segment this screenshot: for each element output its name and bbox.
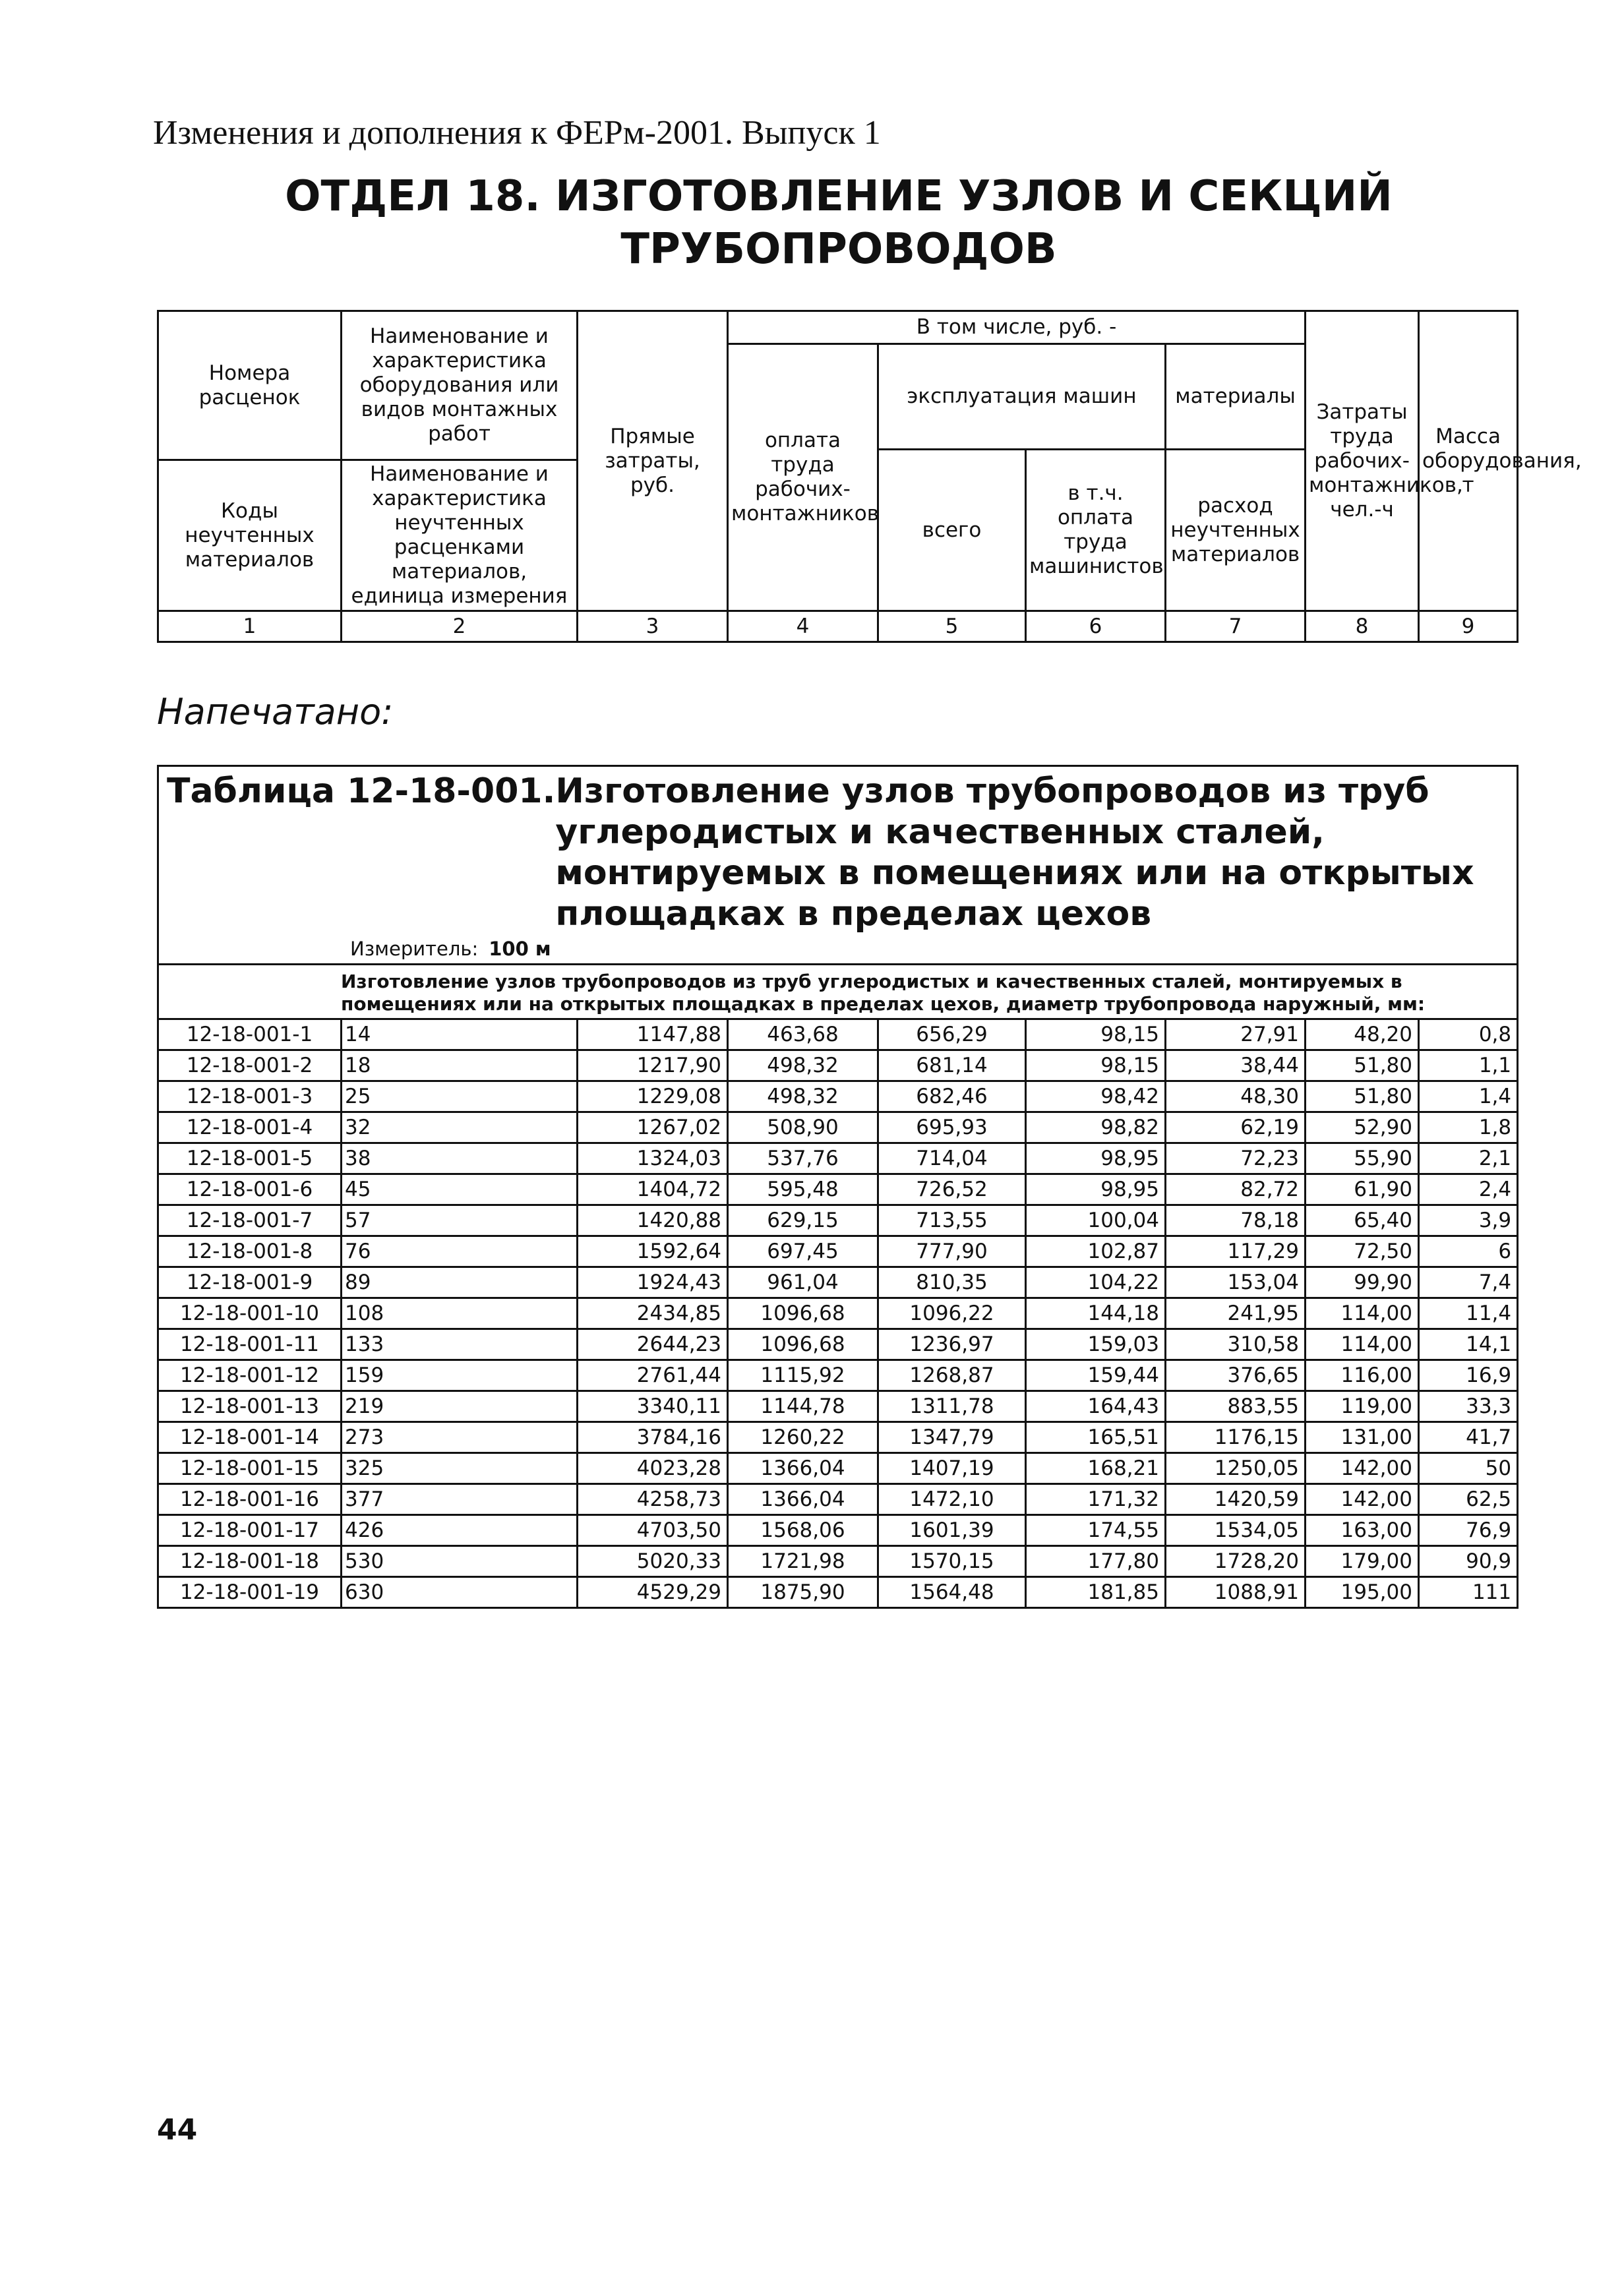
header-labor-pay: оплата труда рабочих-монтажников (728, 344, 878, 611)
labor-pay-cell: 1568,06 (728, 1515, 878, 1546)
labor-pay-cell: 1144,78 (728, 1391, 878, 1422)
labor-hours-cell: 195,00 (1306, 1577, 1419, 1608)
materials-cell: 310,58 (1166, 1329, 1306, 1360)
pipe-diameter-cell: 32 (342, 1112, 578, 1143)
labor-hours-cell: 61,90 (1306, 1174, 1419, 1205)
equipment-mass-cell: 90,9 (1419, 1546, 1518, 1577)
pipe-diameter-cell: 325 (342, 1453, 578, 1484)
equipment-mass-cell: 50 (1419, 1453, 1518, 1484)
direct-costs-cell: 1147,88 (578, 1019, 728, 1050)
machinist-pay-cell: 98,95 (1026, 1143, 1166, 1174)
machinist-pay-cell: 102,87 (1026, 1236, 1166, 1267)
materials-cell: 62,19 (1166, 1112, 1306, 1143)
labor-hours-cell: 48,20 (1306, 1019, 1419, 1050)
labor-hours-cell: 51,80 (1306, 1050, 1419, 1081)
labor-pay-cell: 629,15 (728, 1205, 878, 1236)
direct-costs-cell: 4529,29 (578, 1577, 728, 1608)
machines-total-cell: 1601,39 (878, 1515, 1026, 1546)
materials-cell: 38,44 (1166, 1050, 1306, 1081)
rate-code-cell: 12-18-001-18 (158, 1546, 342, 1577)
equipment-mass-cell: 76,9 (1419, 1515, 1518, 1546)
equipment-mass-cell: 2,4 (1419, 1174, 1518, 1205)
machinist-pay-cell: 98,15 (1026, 1050, 1166, 1081)
table-row (158, 1236, 1518, 1267)
materials-cell: 1728,20 (1166, 1546, 1306, 1577)
labor-pay-cell: 1096,68 (728, 1329, 878, 1360)
rate-code-cell: 12-18-001-11 (158, 1329, 342, 1360)
pipe-diameter-cell: 25 (342, 1081, 578, 1112)
pipe-diameter-cell: 159 (342, 1360, 578, 1391)
labor-hours-cell: 114,00 (1306, 1329, 1419, 1360)
table-row (158, 1267, 1518, 1298)
direct-costs-cell: 4258,73 (578, 1484, 728, 1515)
machines-total-cell: 1096,22 (878, 1298, 1026, 1329)
equipment-mass-cell: 6 (1419, 1236, 1518, 1267)
column-header-table (157, 310, 1582, 643)
table-row (158, 1329, 1518, 1360)
labor-pay-cell: 595,48 (728, 1174, 878, 1205)
direct-costs-cell: 2761,44 (578, 1360, 728, 1391)
materials-cell: 1420,59 (1166, 1484, 1306, 1515)
machines-total-cell: 656,29 (878, 1019, 1026, 1050)
labor-hours-cell: 55,90 (1306, 1143, 1419, 1174)
labor-pay-cell: 1260,22 (728, 1422, 878, 1453)
machines-total-cell: 810,35 (878, 1267, 1026, 1298)
labor-hours-cell: 51,80 (1306, 1081, 1419, 1112)
rates-table (157, 765, 1519, 1609)
header-direct-costs: Прямые затраты, руб. (578, 311, 728, 611)
direct-costs-cell: 1217,90 (578, 1050, 728, 1081)
direct-costs-cell: 4703,50 (578, 1515, 728, 1546)
labor-hours-cell: 163,00 (1306, 1515, 1419, 1546)
header-number: 5 (878, 611, 1026, 642)
rate-code-cell: 12-18-001-7 (158, 1205, 342, 1236)
labor-hours-cell: 116,00 (1306, 1360, 1419, 1391)
table-row (158, 1360, 1518, 1391)
materials-cell: 1088,91 (1166, 1577, 1306, 1608)
rate-code-cell: 12-18-001-9 (158, 1267, 342, 1298)
materials-cell: 153,04 (1166, 1267, 1306, 1298)
labor-pay-cell: 1115,92 (728, 1360, 878, 1391)
meter-label: Измеритель: (350, 938, 479, 960)
machinist-pay-cell: 168,21 (1026, 1453, 1166, 1484)
equipment-mass-cell: 41,7 (1419, 1422, 1518, 1453)
rate-code-cell: 12-18-001-15 (158, 1453, 342, 1484)
equipment-mass-cell: 0,8 (1419, 1019, 1518, 1050)
header-materials: материалы (1166, 344, 1306, 450)
pipe-diameter-cell: 530 (342, 1546, 578, 1577)
labor-hours-cell: 142,00 (1306, 1484, 1419, 1515)
table-row (158, 1205, 1518, 1236)
header-number: 6 (1026, 611, 1166, 642)
materials-cell: 72,23 (1166, 1143, 1306, 1174)
machinist-pay-cell: 181,85 (1026, 1577, 1166, 1608)
equipment-mass-cell: 2,1 (1419, 1143, 1518, 1174)
machinist-pay-cell: 165,51 (1026, 1422, 1166, 1453)
equipment-mass-cell: 33,3 (1419, 1391, 1518, 1422)
header-number: 4 (728, 611, 878, 642)
machinist-pay-cell: 100,04 (1026, 1205, 1166, 1236)
rate-code-cell: 12-18-001-1 (158, 1019, 342, 1050)
header-unaccounted-materials: расход неучтенных материалов (1166, 450, 1306, 611)
labor-hours-cell: 142,00 (1306, 1453, 1419, 1484)
equipment-mass-cell: 1,1 (1419, 1050, 1518, 1081)
pipe-diameter-cell: 57 (342, 1205, 578, 1236)
header-number: 2 (342, 611, 578, 642)
labor-hours-cell: 179,00 (1306, 1546, 1419, 1577)
section-title (153, 170, 1524, 276)
labor-hours-cell: 131,00 (1306, 1422, 1419, 1453)
direct-costs-cell: 1229,08 (578, 1081, 728, 1112)
equipment-mass-cell: 1,4 (1419, 1081, 1518, 1112)
labor-pay-cell: 1366,04 (728, 1484, 878, 1515)
machines-total-cell: 1347,79 (878, 1422, 1026, 1453)
meter-value: 100 м (489, 938, 551, 960)
labor-hours-cell: 119,00 (1306, 1391, 1419, 1422)
machines-total-cell: 714,04 (878, 1143, 1026, 1174)
pipe-diameter-cell: 108 (342, 1298, 578, 1329)
machines-total-cell: 1311,78 (878, 1391, 1026, 1422)
machines-total-cell: 681,14 (878, 1050, 1026, 1081)
materials-cell: 48,30 (1166, 1081, 1306, 1112)
table-row (158, 1484, 1518, 1515)
materials-cell: 1176,15 (1166, 1422, 1306, 1453)
labor-pay-cell: 1096,68 (728, 1298, 878, 1329)
labor-pay-cell: 1721,98 (728, 1546, 878, 1577)
labor-pay-cell: 463,68 (728, 1019, 878, 1050)
rate-code-cell: 12-18-001-6 (158, 1174, 342, 1205)
direct-costs-cell: 1924,43 (578, 1267, 728, 1298)
table-row (158, 1112, 1518, 1143)
machinist-pay-cell: 164,43 (1026, 1391, 1166, 1422)
direct-costs-cell: 2434,85 (578, 1298, 728, 1329)
machines-total-cell: 1236,97 (878, 1329, 1026, 1360)
pipe-diameter-cell: 630 (342, 1577, 578, 1608)
header-machines-total: всего (878, 450, 1026, 611)
direct-costs-cell: 1404,72 (578, 1174, 728, 1205)
pipe-diameter-cell: 14 (342, 1019, 578, 1050)
materials-cell: 1250,05 (1166, 1453, 1306, 1484)
machinist-pay-cell: 159,44 (1026, 1360, 1166, 1391)
labor-pay-cell: 961,04 (728, 1267, 878, 1298)
printed-label: Напечатано: (157, 691, 394, 733)
equipment-mass-cell: 3,9 (1419, 1205, 1518, 1236)
pipe-diameter-cell: 89 (342, 1267, 578, 1298)
machines-total-cell: 713,55 (878, 1205, 1026, 1236)
equipment-mass-cell: 62,5 (1419, 1484, 1518, 1515)
machines-total-cell: 1268,87 (878, 1360, 1026, 1391)
equipment-mass-cell: 111 (1419, 1577, 1518, 1608)
header-rate-numbers: Номера расценок (158, 311, 342, 460)
machines-total-cell: 695,93 (878, 1112, 1026, 1143)
labor-hours-cell: 72,50 (1306, 1236, 1419, 1267)
direct-costs-cell: 3784,16 (578, 1422, 728, 1453)
page-number: 44 (157, 2113, 198, 2147)
table-title-cell (158, 766, 1518, 965)
rate-code-cell: 12-18-001-16 (158, 1484, 342, 1515)
header-number: 9 (1419, 611, 1518, 642)
rate-code-cell: 12-18-001-8 (158, 1236, 342, 1267)
direct-costs-cell: 5020,33 (578, 1546, 728, 1577)
table-row (158, 1546, 1518, 1577)
table-row (158, 1298, 1518, 1329)
machinist-pay-cell: 98,42 (1026, 1081, 1166, 1112)
machines-total-cell: 1472,10 (878, 1484, 1026, 1515)
header-material-name: Наименование и характеристика неучтенных расценками материалов, единица измерения (342, 460, 578, 611)
direct-costs-cell: 1592,64 (578, 1236, 728, 1267)
rate-code-cell: 12-18-001-12 (158, 1360, 342, 1391)
labor-hours-cell: 114,00 (1306, 1298, 1419, 1329)
materials-cell: 27,91 (1166, 1019, 1306, 1050)
table-row (158, 1422, 1518, 1453)
rate-code-cell: 12-18-001-19 (158, 1577, 342, 1608)
direct-costs-cell: 1420,88 (578, 1205, 728, 1236)
machines-total-cell: 777,90 (878, 1236, 1026, 1267)
machinist-pay-cell: 104,22 (1026, 1267, 1166, 1298)
header-labor-hours: Затраты труда рабочих-монтажников, чел.-ч (1306, 311, 1419, 611)
header-number: 7 (1166, 611, 1306, 642)
table-row (158, 1453, 1518, 1484)
machinist-pay-cell: 144,18 (1026, 1298, 1166, 1329)
direct-costs-cell: 3340,11 (578, 1391, 728, 1422)
running-head: Изменения и дополнения к ФЕРм-2001. Выпуск 1 (153, 114, 881, 152)
machinist-pay-cell: 159,03 (1026, 1329, 1166, 1360)
equipment-mass-cell: 16,9 (1419, 1360, 1518, 1391)
header-number: 3 (578, 611, 728, 642)
pipe-diameter-cell: 219 (342, 1391, 578, 1422)
table-description: Изготовление узлов трубопроводов из труб углеродистых и качественных сталей, монтируемых в помещениях или на открытых площадках в пределах цехов, диаметр трубопровода наружный, мм: (158, 965, 1518, 1019)
rate-code-cell: 12-18-001-14 (158, 1422, 342, 1453)
machinist-pay-cell: 98,15 (1026, 1019, 1166, 1050)
table-row (158, 1174, 1518, 1205)
machinist-pay-cell: 98,95 (1026, 1174, 1166, 1205)
table-row (158, 1391, 1518, 1422)
table-row (158, 1515, 1518, 1546)
header-number: 8 (1306, 611, 1419, 642)
table-title (167, 771, 1509, 934)
header-work-name: Наименование и характеристика оборудования или видов монтажных работ (342, 311, 578, 460)
pipe-diameter-cell: 273 (342, 1422, 578, 1453)
table-number: Таблица 12-18-001. (167, 771, 556, 811)
pipe-diameter-cell: 18 (342, 1050, 578, 1081)
materials-cell: 376,65 (1166, 1360, 1306, 1391)
rate-code-cell: 12-18-001-2 (158, 1050, 342, 1081)
table-title-text: Изготовление узлов трубопроводов из труб углеродистых и качественных сталей, монтируемых в помещениях или на открытых площадках в пределах цехов (555, 771, 1474, 934)
table-row (158, 1019, 1518, 1050)
table-row (158, 1143, 1518, 1174)
equipment-mass-cell: 11,4 (1419, 1298, 1518, 1329)
labor-pay-cell: 1366,04 (728, 1453, 878, 1484)
header-number-row (158, 611, 1518, 642)
materials-cell: 78,18 (1166, 1205, 1306, 1236)
machinist-pay-cell: 174,55 (1026, 1515, 1166, 1546)
pipe-diameter-cell: 45 (342, 1174, 578, 1205)
pipe-diameter-cell: 76 (342, 1236, 578, 1267)
header-machinist-pay: в т.ч. оплата труда машинистов (1026, 450, 1166, 611)
rate-code-cell: 12-18-001-5 (158, 1143, 342, 1174)
rate-code-cell: 12-18-001-10 (158, 1298, 342, 1329)
materials-cell: 883,55 (1166, 1391, 1306, 1422)
measurement-unit (167, 934, 1509, 963)
labor-hours-cell: 52,90 (1306, 1112, 1419, 1143)
labor-pay-cell: 498,32 (728, 1050, 878, 1081)
machines-total-cell: 1407,19 (878, 1453, 1026, 1484)
materials-cell: 82,72 (1166, 1174, 1306, 1205)
labor-pay-cell: 697,45 (728, 1236, 878, 1267)
machines-total-cell: 682,46 (878, 1081, 1026, 1112)
direct-costs-cell: 4023,28 (578, 1453, 728, 1484)
labor-pay-cell: 498,32 (728, 1081, 878, 1112)
table-row (158, 1577, 1518, 1608)
rate-code-cell: 12-18-001-3 (158, 1081, 342, 1112)
equipment-mass-cell: 14,1 (1419, 1329, 1518, 1360)
labor-hours-cell: 65,40 (1306, 1205, 1419, 1236)
header-equipment-mass: Масса оборудования, т (1419, 311, 1518, 611)
rate-code-cell: 12-18-001-13 (158, 1391, 342, 1422)
equipment-mass-cell: 7,4 (1419, 1267, 1518, 1298)
direct-costs-cell: 1267,02 (578, 1112, 728, 1143)
rate-code-cell: 12-18-001-17 (158, 1515, 342, 1546)
table-row (158, 1050, 1518, 1081)
rate-code-cell: 12-18-001-4 (158, 1112, 342, 1143)
machines-total-cell: 726,52 (878, 1174, 1026, 1205)
section-title-line2: ТРУБОПРОВОДОВ (620, 225, 1057, 274)
pipe-diameter-cell: 426 (342, 1515, 578, 1546)
machines-total-cell: 1564,48 (878, 1577, 1026, 1608)
header-number: 1 (158, 611, 342, 642)
labor-pay-cell: 1875,90 (728, 1577, 878, 1608)
section-title-line1: ОТДЕЛ 18. ИЗГОТОВЛЕНИЕ УЗЛОВ И СЕКЦИЙ (285, 172, 1393, 221)
materials-cell: 1534,05 (1166, 1515, 1306, 1546)
equipment-mass-cell: 1,8 (1419, 1112, 1518, 1143)
materials-cell: 241,95 (1166, 1298, 1306, 1329)
header-including: В том числе, руб. - (728, 311, 1306, 344)
labor-pay-cell: 537,76 (728, 1143, 878, 1174)
direct-costs-cell: 1324,03 (578, 1143, 728, 1174)
direct-costs-cell: 2644,23 (578, 1329, 728, 1360)
pipe-diameter-cell: 377 (342, 1484, 578, 1515)
pipe-diameter-cell: 38 (342, 1143, 578, 1174)
table-body (158, 1019, 1518, 1608)
header-material-codes: Коды неучтенных материалов (158, 460, 342, 611)
labor-pay-cell: 508,90 (728, 1112, 878, 1143)
table-row (158, 1081, 1518, 1112)
machines-total-cell: 1570,15 (878, 1546, 1026, 1577)
pipe-diameter-cell: 133 (342, 1329, 578, 1360)
materials-cell: 117,29 (1166, 1236, 1306, 1267)
labor-hours-cell: 99,90 (1306, 1267, 1419, 1298)
machinist-pay-cell: 171,32 (1026, 1484, 1166, 1515)
machinist-pay-cell: 177,80 (1026, 1546, 1166, 1577)
machinist-pay-cell: 98,82 (1026, 1112, 1166, 1143)
header-machines: эксплуатация машин (878, 344, 1166, 450)
